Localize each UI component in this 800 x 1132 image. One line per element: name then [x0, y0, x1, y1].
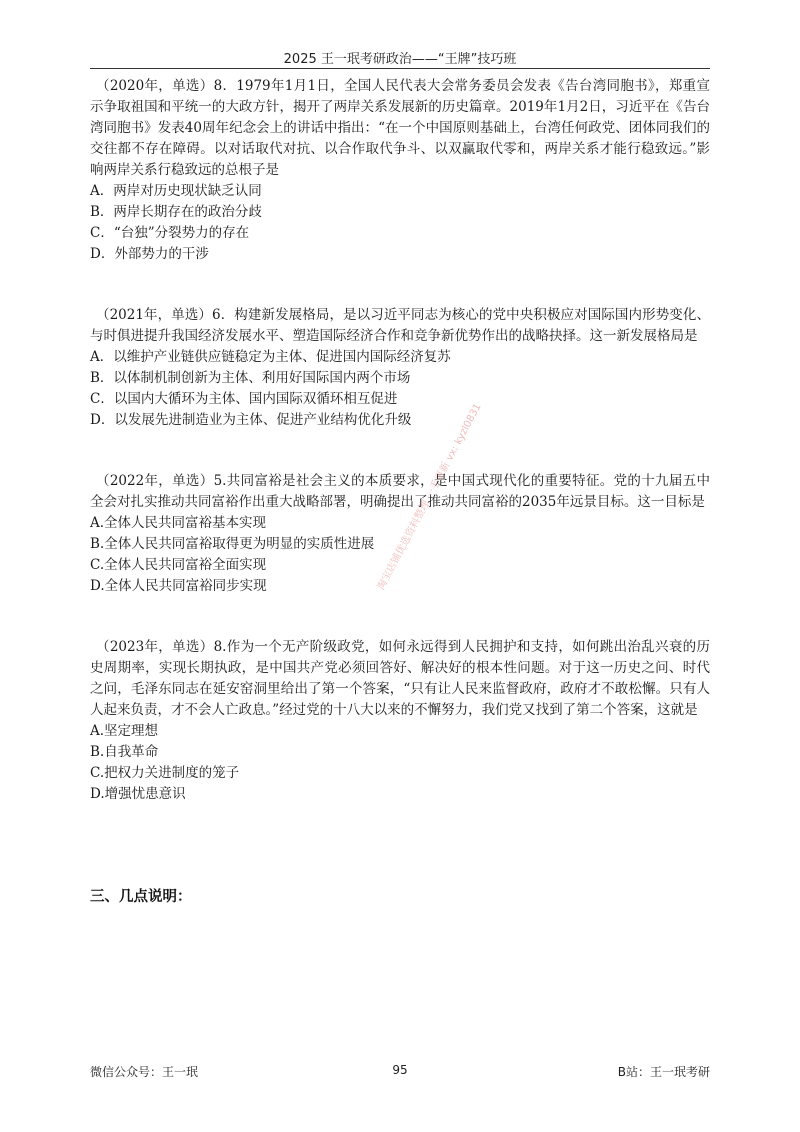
- question-2021: [90, 305, 710, 431]
- option-c: C．以国内大循环为主体、国内国际双循环相互促进: [90, 391, 398, 407]
- option-b: B.自我革命: [90, 744, 159, 760]
- header-divider: [90, 68, 710, 69]
- watermark: 淘宝店铺优选资料整理 一手更新 vx: kyzl0831: [375, 401, 484, 593]
- question-stem: （2023年，单选）8.作为一个无产阶级政党，如何永远得到人民拥护和支持，如何跳出治乱兴衰的历史周期率，实现长期执政，是中国共产党必须回答好、解决好的根本性问题。对于这一历史之问、时代之问，毛泽东同志在延安窑洞里给出了第一个答案，“只有让人民来监督政府，政府才不敢松懈。只有人人起来负责，才不会人亡政息。”经过党的十八大以来的不懈努力，我们党又找到了第二个答案，这就是: [90, 639, 710, 718]
- question-stem: （2020年，单选）8．1979年1月1日，全国人民代表大会常务委员会发表《告台湾同胞书》，郑重宣示争取祖国和平统一的大政方针，揭开了两岸关系发展新的历史篇章。2019年1月2日，习近平在《告台湾同胞书》发表40周年纪念会上的讲话中指出：“在一个中国原则基础上，台湾任何政党、团体同我们的交往都不存在障碍。以对话取代对抗、以合作取代争斗、以双赢取代零和，两岸关系才能行稳致远。”影响两岸关系行稳致远的总根子是: [90, 78, 710, 178]
- option-d: D．外部势力的干涉: [90, 246, 209, 262]
- page-footer: [90, 1063, 710, 1081]
- option-d: D.全体人民共同富裕同步实现: [90, 578, 267, 594]
- question-stem: （2022年，单选）5.共同富裕是社会主义的本质要求，是中国式现代化的重要特征。党的十九届五中全会对扎实推动共同富裕作出重大战略部署，明确提出了推动共同富裕的2035年远景目标。这一目标是: [90, 473, 710, 510]
- option-c: C．“台独”分裂势力的存在: [90, 225, 250, 241]
- option-c: C.把权力关进制度的笼子: [90, 765, 240, 781]
- option-a: A.全体人民共同富裕基本实现: [90, 515, 267, 531]
- footer-bilibili-account: B站：王一珉考研: [617, 1065, 710, 1079]
- question-2020: [90, 76, 710, 265]
- option-b: B．以体制机制创新为主体、利用好国际国内两个市场: [90, 370, 411, 386]
- running-header: 2025 王一珉考研政治——“王牌”技巧班: [283, 52, 517, 67]
- option-d: D.增强忧患意识: [90, 786, 186, 802]
- footer-wechat-account: 微信公众号：王一珉: [90, 1065, 199, 1079]
- option-c: C.全体人民共同富裕全面实现: [90, 557, 267, 573]
- question-2023: [90, 637, 710, 805]
- option-d: D．以发展先进制造业为主体、促进产业结构优化升级: [90, 412, 412, 428]
- option-a: A．两岸对历史现状缺乏认同: [90, 183, 262, 199]
- option-a: A.坚定理想: [90, 723, 159, 739]
- page-number: 95: [392, 1063, 408, 1077]
- question-list: [90, 76, 710, 845]
- option-b: B．两岸长期存在的政治分歧: [90, 204, 262, 220]
- option-list: [90, 347, 710, 431]
- option-list: [90, 721, 710, 805]
- option-b: B.全体人民共同富裕取得更为明显的实质性进展: [90, 536, 375, 552]
- question-stem: （2021年，单选）6．构建新发展格局，是以习近平同志为核心的党中央积极应对国际国内形势变化、与时俱进提升我国经济发展水平、塑造国际经济合作和竞争新优势作出的战略抉择。这一新发展格局是: [90, 307, 710, 344]
- option-a: A．以维护产业链供应链稳定为主体、促进国内国际经济复苏: [90, 349, 451, 365]
- option-list: [90, 181, 710, 265]
- section-heading: 三、几点说明：: [90, 889, 192, 905]
